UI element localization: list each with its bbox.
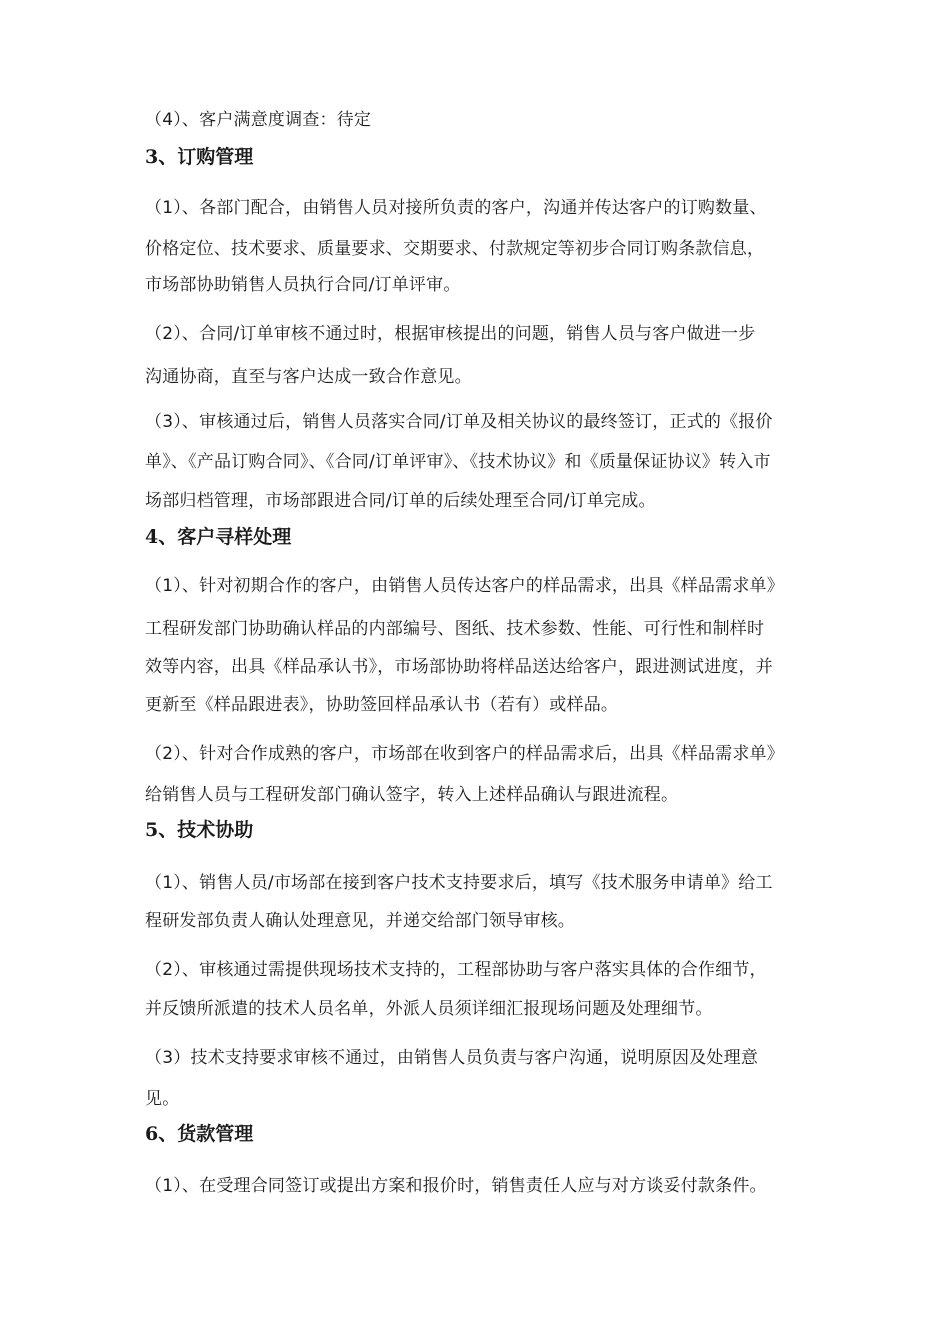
paragraph-line: 给销售人员与工程研发部门确认签字，转入上述样品确认与跟进流程。	[145, 785, 679, 805]
paragraph-line: （4）、客户满意度调查：待定	[145, 110, 372, 130]
paragraph-line: 并反馈所派遣的技术人员名单，外派人员须详细汇报现场问题及处理细节。	[145, 999, 713, 1019]
paragraph-line: （1）、各部门配合，由销售人员对接所负责的客户，沟通并传达客户的订购数量、	[145, 198, 767, 218]
paragraph-line: 程研发部负责人确认处理意见，并递交给部门领导审核。	[145, 911, 575, 931]
paragraph-line: （3）技术支持要求审核不通过，由销售人员负责与客户沟通，说明原因及处理意	[145, 1048, 759, 1068]
section-heading: 4、客户寻样处理	[145, 526, 292, 548]
paragraph-line: 工程研发部门协助确认样品的内部编号、图纸、技术参数、性能、可行性和制样时	[145, 619, 765, 639]
paragraph-line: 效等内容，出具《样品承认书》，市场部协助将样品送达给客户，跟进测试进度，并	[145, 657, 773, 677]
section-heading: 6、货款管理	[145, 1123, 254, 1145]
paragraph-line: 单》、《产品订购合同》、《合同/订单评审》、《技术协议》和《质量保证协议》转入市	[145, 452, 771, 472]
paragraph-line: （2）、合同/订单审核不通过时，根据审核提出的问题，销售人员与客户做进一步	[145, 324, 756, 344]
paragraph-line: 见。	[145, 1089, 180, 1109]
paragraph-line: 市场部协助销售人员执行合同/订单评审。	[145, 275, 461, 295]
paragraph-line: （2）、针对合作成熟的客户，市场部在收到客户的样品需求后，出具《样品需求单》	[145, 744, 784, 764]
paragraph-line: 价格定位、技术要求、质量要求、交期要求、付款规定等初步合同订购条款信息，	[145, 239, 765, 259]
paragraph-line: 沟通协商，直至与客户达成一致合作意见。	[145, 367, 472, 387]
section-heading: 3、订购管理	[145, 146, 254, 168]
paragraph-line: （3）、审核通过后，销售人员落实合同/订单及相关协议的最终签订，正式的《报价	[145, 412, 773, 432]
paragraph-line: （1）、销售人员/市场部在接到客户技术支持要求后，填写《技术服务申请单》给工	[145, 873, 773, 893]
paragraph-line: 场部归档管理，市场部跟进合同/订单的后续处理至合同/订单完成。	[145, 491, 656, 511]
paragraph-line: （1）、在受理合同签订或提出方案和报价时，销售责任人应与对方谈妥付款条件。	[145, 1176, 767, 1196]
paragraph-line: 更新至《样品跟进表》，协助签回样品承认书（若有）或样品。	[145, 695, 619, 715]
section-heading: 5、技术协助	[145, 819, 254, 841]
paragraph-line: （2）、审核通过需提供现场技术支持的，工程部协助与客户落实具体的合作细节，	[145, 960, 767, 980]
paragraph-line: （1）、针对初期合作的客户，由销售人员传达客户的样品需求，出具《样品需求单》	[145, 576, 784, 596]
